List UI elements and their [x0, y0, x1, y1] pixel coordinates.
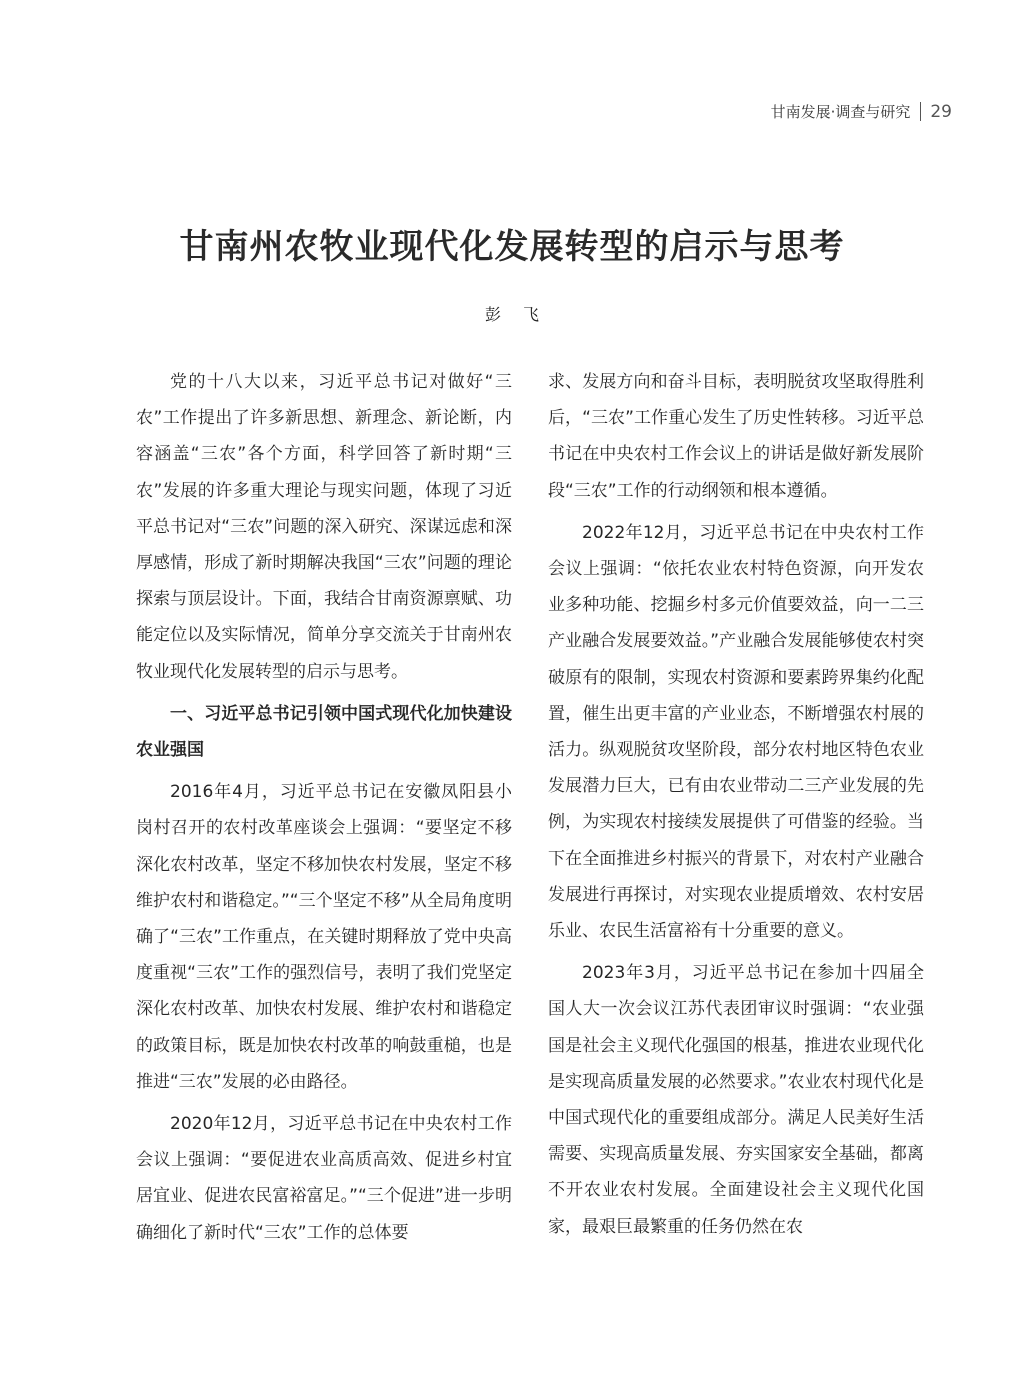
header-divider: [920, 102, 921, 121]
page-number: 29: [930, 101, 952, 122]
paragraph: 2023年3月，习近平总书记在参加十四届全国人大一次会议江苏代表团审议时强调：“农业强国是社会主义现代化强国的根基，推进农业现代化是实现高质量发展的必然要求。”农业农村现代化是中国式现代化的重要组成部分。满足人民美好生活需要、实现高质量发展、夯实国家安全基础，都离不开农业农村发展。全面建设社会主义现代化国家，最艰巨最繁重的任务仍然在农: [548, 963, 924, 1237]
paragraph: 党的十八大以来，习近平总书记对做好“三农”工作提出了许多新思想、新理念、新论断，内容涵盖“三农”各个方面，科学回答了新时期“三农”发展的许多重大理论与现实问题，体现了习近平总书记对“三农”问题的深入研究、深谋远虑和深厚感情，形成了新时期解决我国“三农”问题的理论探索与顶层设计。下面，我结合甘南资源禀赋、功能定位以及实际情况，简单分享交流关于甘南州农牧业现代化发展转型的启示与思考。: [136, 372, 512, 682]
paragraph: 2022年12月，习近平总书记在中央农村工作会议上强调：“依托农业农村特色资源，向开发农业多种功能、挖掘乡村多元价值要效益，向一二三产业融合发展要效益。”产业融合发展能够使农村突破原有的限制，实现农村资源和要素跨界集约化配置，催生出更丰富的产业业态，不断增强农村展的活力。纵观脱贫攻坚阶段，部分农村地区特色农业发展潜力巨大，已有由农业带动二三产业发展的先例，为实现农村接续发展提供了可借鉴的经验。当下在全面推进乡村振兴的背景下，对农村产业融合发展进行再探讨，对实现农业提质增效、农村安居乐业、农民生活富裕有十分重要的意义。: [548, 522, 924, 942]
running-header: [771, 101, 952, 122]
right-column: [548, 364, 924, 1251]
section-heading: 一、习近平总书记引领中国式现代化加快建设农业强国: [136, 703, 512, 761]
article-title: 甘南州农牧业现代化发展转型的启示与思考: [179, 227, 845, 267]
paragraph: 2020年12月，习近平总书记在中央农村工作会议上强调：“要促进农业高质高效、促进乡村宜居宜业、促进农民富裕富足。”“三个促进”进一步明确细化了新时代“三农”工作的总体要: [136, 1114, 512, 1243]
paragraph: 求、发展方向和奋斗目标，表明脱贫攻坚取得胜利后，“三农”工作重心发生了历史性转移。习近平总书记在中央农村工作会议上的讲话是做好新发展阶段“三农”工作的行动纲领和根本遵循。: [548, 372, 924, 501]
article-author: 彭飞: [484, 305, 561, 324]
paragraph: 2016年4月，习近平总书记在安徽凤阳县小岗村召开的农村改革座谈会上强调：“要坚定不移深化农村改革，坚定不移加快农村发展，坚定不移维护农村和谐稳定。”“三个坚定不移”从全局角度明确了“三农”工作重点，在关键时期释放了党中央高度重视“三农”工作的强烈信号，表明了我们党坚定深化农村改革、加快农村发展、维护农村和谐稳定的政策目标，既是加快农村改革的响鼓重槌，也是推进“三农”发展的必由路径。: [136, 782, 512, 1092]
journal-section: 甘南发展·调查与研究: [770, 103, 911, 121]
left-column: [136, 364, 512, 1257]
